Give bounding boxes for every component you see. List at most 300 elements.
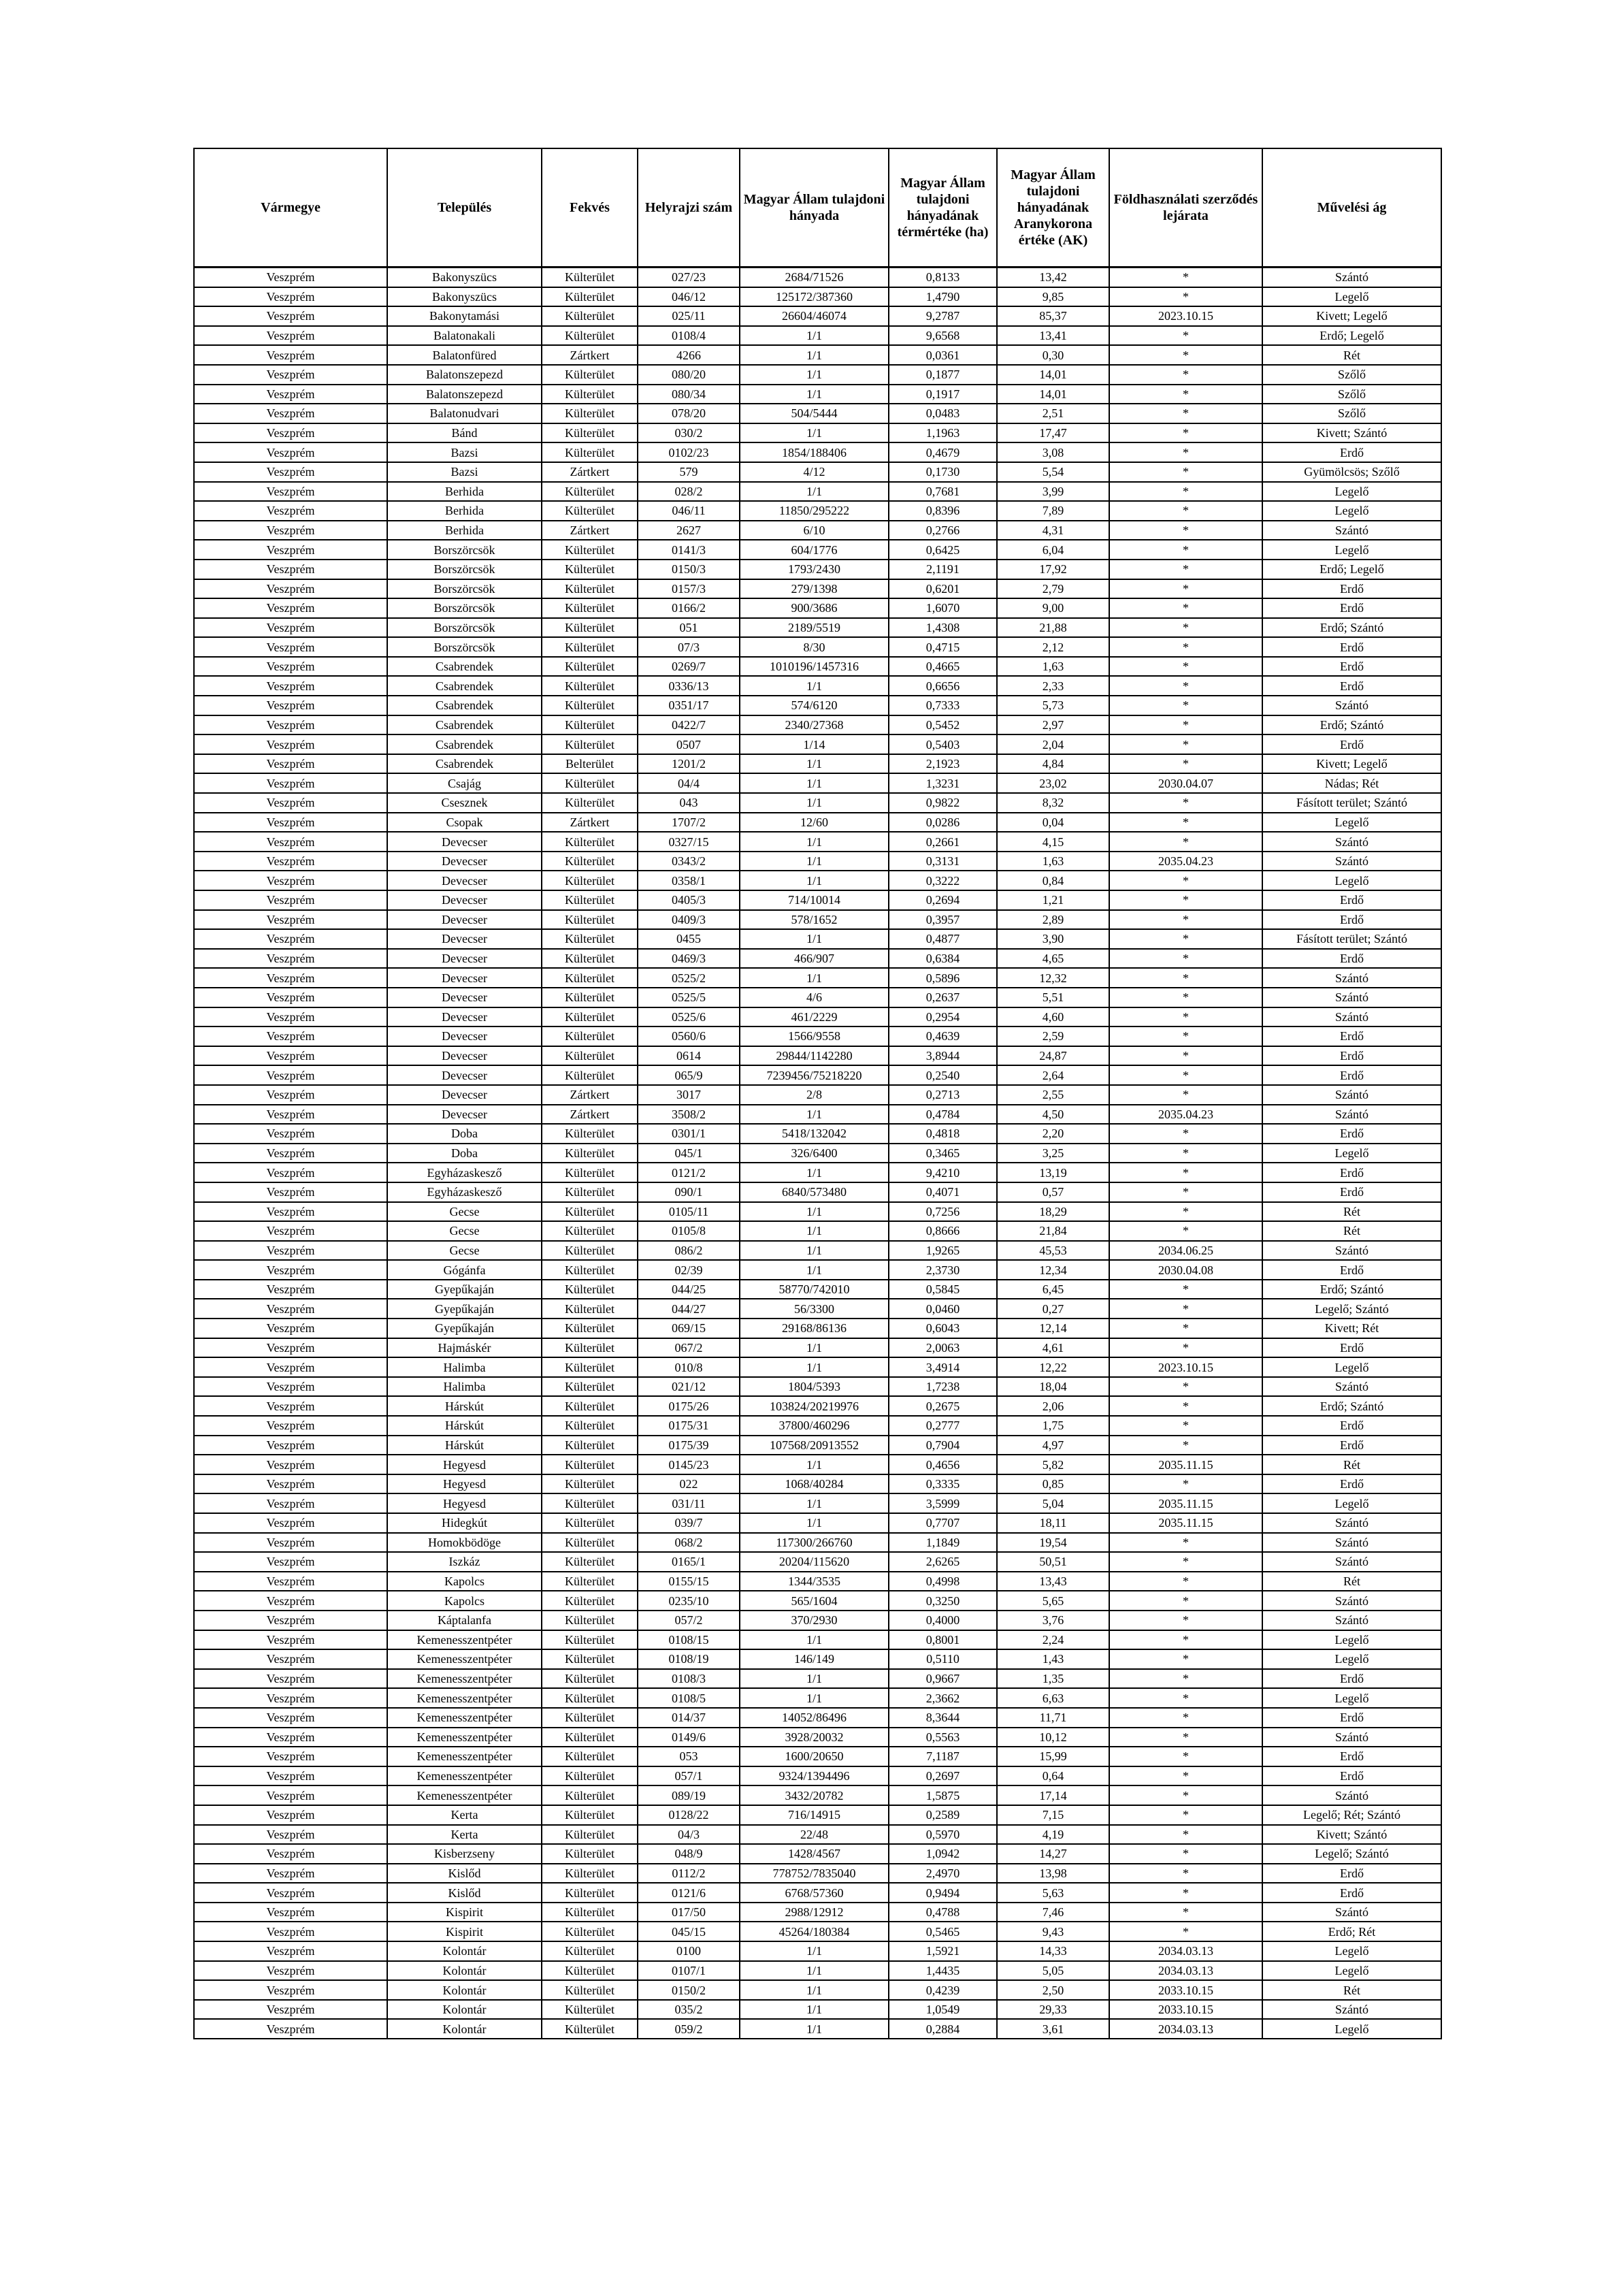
parcel-number-cell: 0145/23	[638, 1455, 740, 1474]
location-type-cell: Külterület	[542, 1280, 638, 1299]
ownership-share-cell: 20204/115620	[740, 1552, 889, 1572]
county-cell: Veszprém	[194, 462, 387, 482]
location-type-cell: Külterület	[542, 715, 638, 735]
table-row	[194, 1864, 1441, 1883]
table-row	[194, 423, 1441, 443]
ownership-share-cell: 45264/180384	[740, 1922, 889, 1941]
location-type-cell: Külterület	[542, 1436, 638, 1455]
settlement-cell: Homokbödöge	[387, 1533, 542, 1553]
lease-expiry-cell: *	[1109, 1085, 1262, 1105]
cultivation-branch-cell: Erdő	[1262, 1046, 1441, 1066]
lease-expiry-cell: *	[1109, 598, 1262, 618]
area-ha-cell: 0,7681	[889, 482, 997, 502]
lease-expiry-cell: *	[1109, 1377, 1262, 1397]
cultivation-branch-cell: Legelő	[1262, 287, 1441, 307]
gold-crown-value-cell: 0,04	[997, 813, 1109, 832]
area-ha-cell: 0,4818	[889, 1124, 997, 1144]
parcel-number-cell: 07/3	[638, 637, 740, 657]
county-cell: Veszprém	[194, 306, 387, 326]
gold-crown-value-cell: 2,51	[997, 404, 1109, 423]
gold-crown-value-cell: 9,00	[997, 598, 1109, 618]
area-ha-cell: 1,9265	[889, 1241, 997, 1261]
parcel-number-cell: 04/4	[638, 773, 740, 793]
table-row	[194, 1007, 1441, 1027]
location-type-cell: Külterület	[542, 968, 638, 988]
ownership-share-cell: 1/14	[740, 734, 889, 754]
lease-expiry-cell: *	[1109, 579, 1262, 599]
settlement-cell: Balatonfüred	[387, 345, 542, 365]
area-ha-cell: 0,4239	[889, 1980, 997, 2000]
table-row	[194, 1493, 1441, 1513]
location-type-cell: Külterület	[542, 1046, 638, 1066]
parcel-number-cell: 0469/3	[638, 949, 740, 969]
lease-expiry-cell: *	[1109, 1007, 1262, 1027]
county-cell: Veszprém	[194, 365, 387, 385]
location-type-cell: Külterület	[542, 287, 638, 307]
location-type-cell: Külterület	[542, 1688, 638, 1708]
ownership-share-cell: 37800/460296	[740, 1416, 889, 1436]
lease-expiry-cell: 2023.10.15	[1109, 306, 1262, 326]
settlement-cell: Bakonyszücs	[387, 268, 542, 287]
cultivation-branch-cell: Erdő	[1262, 1338, 1441, 1358]
area-ha-cell: 0,2589	[889, 1805, 997, 1825]
county-cell: Veszprém	[194, 1513, 387, 1533]
area-ha-cell: 7,1187	[889, 1747, 997, 1766]
ownership-share-cell: 279/1398	[740, 579, 889, 599]
cultivation-branch-cell: Szántó	[1262, 1552, 1441, 1572]
area-ha-cell: 9,4210	[889, 1163, 997, 1182]
settlement-cell: Devecser	[387, 1046, 542, 1066]
parcel-number-cell: 059/2	[638, 2019, 740, 2039]
county-cell: Veszprém	[194, 1396, 387, 1416]
ownership-share-cell: 107568/20913552	[740, 1436, 889, 1455]
cultivation-branch-cell: Legelő	[1262, 501, 1441, 521]
cultivation-branch-cell: Legelő	[1262, 1630, 1441, 1650]
ownership-share-cell: 1/1	[740, 385, 889, 404]
table-row	[194, 871, 1441, 890]
cultivation-branch-cell: Erdő	[1262, 1669, 1441, 1689]
header-location-type: Fekvés	[542, 148, 638, 268]
settlement-cell: Doba	[387, 1144, 542, 1163]
parcel-number-cell: 0108/3	[638, 1669, 740, 1689]
parcel-number-cell: 065/9	[638, 1065, 740, 1085]
location-type-cell: Külterület	[542, 1124, 638, 1144]
settlement-cell: Kolontár	[387, 1941, 542, 1961]
cultivation-branch-cell: Legelő	[1262, 813, 1441, 832]
settlement-cell: Devecser	[387, 852, 542, 871]
cultivation-branch-cell: Erdő	[1262, 637, 1441, 657]
cultivation-branch-cell: Legelő	[1262, 1493, 1441, 1513]
lease-expiry-cell: *	[1109, 482, 1262, 502]
area-ha-cell: 0,4784	[889, 1105, 997, 1125]
area-ha-cell: 2,1191	[889, 560, 997, 579]
lease-expiry-cell: *	[1109, 1747, 1262, 1766]
table-row	[194, 754, 1441, 774]
gold-crown-value-cell: 10,12	[997, 1728, 1109, 1747]
ownership-share-cell: 1/1	[740, 2000, 889, 2020]
county-cell: Veszprém	[194, 521, 387, 540]
lease-expiry-cell: *	[1109, 754, 1262, 774]
table-row	[194, 1299, 1441, 1319]
table-row	[194, 1474, 1441, 1494]
cultivation-branch-cell: Nádas; Rét	[1262, 773, 1441, 793]
lease-expiry-cell: *	[1109, 423, 1262, 443]
settlement-cell: Devecser	[387, 910, 542, 930]
ownership-share-cell: 5418/132042	[740, 1124, 889, 1144]
ownership-share-cell: 6/10	[740, 521, 889, 540]
lease-expiry-cell: *	[1109, 560, 1262, 579]
lease-expiry-cell: *	[1109, 929, 1262, 949]
gold-crown-value-cell: 15,99	[997, 1747, 1109, 1766]
ownership-share-cell: 1793/2430	[740, 560, 889, 579]
lease-expiry-cell: *	[1109, 1124, 1262, 1144]
parcel-number-cell: 030/2	[638, 423, 740, 443]
table-row	[194, 1572, 1441, 1591]
gold-crown-value-cell: 3,90	[997, 929, 1109, 949]
area-ha-cell: 2,3662	[889, 1688, 997, 1708]
lease-expiry-cell: *	[1109, 1338, 1262, 1358]
parcel-number-cell: 080/34	[638, 385, 740, 404]
gold-crown-value-cell: 2,59	[997, 1026, 1109, 1046]
settlement-cell: Iszkáz	[387, 1552, 542, 1572]
parcel-number-cell: 057/1	[638, 1766, 740, 1786]
gold-crown-value-cell: 2,06	[997, 1396, 1109, 1416]
parcel-number-cell: 0121/6	[638, 1883, 740, 1903]
ownership-share-cell: 22/48	[740, 1825, 889, 1845]
cultivation-branch-cell: Legelő	[1262, 1941, 1441, 1961]
area-ha-cell: 1,4308	[889, 618, 997, 638]
ownership-share-cell: 14052/86496	[740, 1708, 889, 1728]
parcel-number-cell: 025/11	[638, 306, 740, 326]
area-ha-cell: 1,1849	[889, 1533, 997, 1553]
table-row	[194, 637, 1441, 657]
settlement-cell: Csabrendek	[387, 696, 542, 715]
ownership-share-cell: 461/2229	[740, 1007, 889, 1027]
table-row	[194, 598, 1441, 618]
lease-expiry-cell: *	[1109, 1572, 1262, 1591]
ownership-share-cell: 2684/71526	[740, 268, 889, 287]
location-type-cell: Zártkert	[542, 462, 638, 482]
ownership-share-cell: 1/1	[740, 1241, 889, 1261]
lease-expiry-cell: *	[1109, 1533, 1262, 1553]
gold-crown-value-cell: 8,32	[997, 793, 1109, 813]
location-type-cell: Külterület	[542, 1260, 638, 1280]
area-ha-cell: 0,6384	[889, 949, 997, 969]
county-cell: Veszprém	[194, 326, 387, 346]
settlement-cell: Hegyesd	[387, 1493, 542, 1513]
location-type-cell: Külterület	[542, 1864, 638, 1883]
table-row	[194, 676, 1441, 696]
location-type-cell: Külterület	[542, 852, 638, 871]
header-row	[194, 148, 1441, 268]
table-row	[194, 1941, 1441, 1961]
area-ha-cell: 0,2694	[889, 890, 997, 910]
location-type-cell: Külterület	[542, 1202, 638, 1222]
area-ha-cell: 1,6070	[889, 598, 997, 618]
table-row	[194, 1591, 1441, 1611]
location-type-cell: Külterület	[542, 501, 638, 521]
parcel-number-cell: 0102/23	[638, 442, 740, 462]
ownership-share-cell: 1/1	[740, 2019, 889, 2039]
area-ha-cell: 0,3222	[889, 871, 997, 890]
table-row	[194, 287, 1441, 307]
settlement-cell: Gyepűkaján	[387, 1280, 542, 1299]
parcel-number-cell: 067/2	[638, 1338, 740, 1358]
gold-crown-value-cell: 0,84	[997, 871, 1109, 890]
ownership-share-cell: 6768/57360	[740, 1883, 889, 1903]
ownership-share-cell: 466/907	[740, 949, 889, 969]
settlement-cell: Berhida	[387, 521, 542, 540]
settlement-cell: Berhida	[387, 482, 542, 502]
area-ha-cell: 0,9494	[889, 1883, 997, 1903]
parcel-number-cell: 0141/3	[638, 540, 740, 560]
lease-expiry-cell: *	[1109, 1766, 1262, 1786]
lease-expiry-cell: *	[1109, 949, 1262, 969]
table-row	[194, 1202, 1441, 1222]
gold-crown-value-cell: 9,43	[997, 1922, 1109, 1941]
lease-expiry-cell: *	[1109, 1825, 1262, 1845]
table-row	[194, 1533, 1441, 1553]
table-row	[194, 1630, 1441, 1650]
area-ha-cell: 0,2675	[889, 1396, 997, 1416]
gold-crown-value-cell: 13,41	[997, 326, 1109, 346]
cultivation-branch-cell: Erdő; Szántó	[1262, 618, 1441, 638]
area-ha-cell: 0,3957	[889, 910, 997, 930]
area-ha-cell: 1,5921	[889, 1941, 997, 1961]
cultivation-branch-cell: Szántó	[1262, 1241, 1441, 1261]
table-row	[194, 365, 1441, 385]
parcel-number-cell: 089/19	[638, 1785, 740, 1805]
gold-crown-value-cell: 12,22	[997, 1357, 1109, 1377]
gold-crown-value-cell: 2,50	[997, 1980, 1109, 2000]
area-ha-cell: 1,0549	[889, 2000, 997, 2020]
gold-crown-value-cell: 17,92	[997, 560, 1109, 579]
area-ha-cell: 0,4656	[889, 1455, 997, 1474]
parcel-number-cell: 0105/11	[638, 1202, 740, 1222]
cultivation-branch-cell: Kivett; Rét	[1262, 1319, 1441, 1338]
location-type-cell: Külterület	[542, 1513, 638, 1533]
parcel-number-cell: 021/12	[638, 1377, 740, 1397]
county-cell: Veszprém	[194, 1299, 387, 1319]
settlement-cell: Devecser	[387, 1105, 542, 1125]
table-row	[194, 579, 1441, 599]
settlement-cell: Bakonyszücs	[387, 287, 542, 307]
parcel-number-cell: 0525/6	[638, 1007, 740, 1027]
table-row	[194, 306, 1441, 326]
gold-crown-value-cell: 5,73	[997, 696, 1109, 715]
gold-crown-value-cell: 1,43	[997, 1649, 1109, 1669]
cultivation-branch-cell: Legelő	[1262, 871, 1441, 890]
gold-crown-value-cell: 4,15	[997, 832, 1109, 852]
ownership-share-cell: 1344/3535	[740, 1572, 889, 1591]
gold-crown-value-cell: 6,04	[997, 540, 1109, 560]
county-cell: Veszprém	[194, 1961, 387, 1981]
table-row	[194, 715, 1441, 735]
county-cell: Veszprém	[194, 715, 387, 735]
ownership-share-cell: 1804/5393	[740, 1377, 889, 1397]
ownership-share-cell: 1/1	[740, 968, 889, 988]
location-type-cell: Külterület	[542, 1941, 638, 1961]
area-ha-cell: 0,8001	[889, 1630, 997, 1650]
parcel-number-cell: 0507	[638, 734, 740, 754]
location-type-cell: Külterület	[542, 890, 638, 910]
lease-expiry-cell: *	[1109, 1864, 1262, 1883]
lease-expiry-cell: *	[1109, 1046, 1262, 1066]
parcel-number-cell: 0614	[638, 1046, 740, 1066]
county-cell: Veszprém	[194, 1474, 387, 1494]
location-type-cell: Külterület	[542, 793, 638, 813]
ownership-share-cell: 1/1	[740, 326, 889, 346]
county-cell: Veszprém	[194, 1669, 387, 1689]
location-type-cell: Külterület	[542, 1144, 638, 1163]
ownership-share-cell: 8/30	[740, 637, 889, 657]
gold-crown-value-cell: 6,45	[997, 1280, 1109, 1299]
gold-crown-value-cell: 12,32	[997, 968, 1109, 988]
lease-expiry-cell: *	[1109, 1883, 1262, 1903]
location-type-cell: Külterület	[542, 871, 638, 890]
area-ha-cell: 0,5845	[889, 1280, 997, 1299]
ownership-share-cell: 1/1	[740, 1493, 889, 1513]
area-ha-cell: 0,5452	[889, 715, 997, 735]
area-ha-cell: 0,7256	[889, 1202, 997, 1222]
lease-expiry-cell: *	[1109, 1630, 1262, 1650]
parcel-number-cell: 022	[638, 1474, 740, 1494]
cultivation-branch-cell: Fásított terület; Szántó	[1262, 929, 1441, 949]
county-cell: Veszprém	[194, 988, 387, 1007]
lease-expiry-cell: 2030.04.07	[1109, 773, 1262, 793]
header-parcel-number: Helyrajzi szám	[638, 148, 740, 268]
table-row	[194, 1922, 1441, 1941]
county-cell: Veszprém	[194, 696, 387, 715]
cultivation-branch-cell: Szántó	[1262, 852, 1441, 871]
ownership-share-cell: 2988/12912	[740, 1903, 889, 1922]
parcel-number-cell: 057/2	[638, 1611, 740, 1630]
location-type-cell: Külterület	[542, 1630, 638, 1650]
parcel-number-cell: 0166/2	[638, 598, 740, 618]
parcel-number-cell: 0100	[638, 1941, 740, 1961]
gold-crown-value-cell: 2,12	[997, 637, 1109, 657]
cultivation-branch-cell: Erdő	[1262, 598, 1441, 618]
lease-expiry-cell: *	[1109, 1552, 1262, 1572]
settlement-cell: Devecser	[387, 988, 542, 1007]
area-ha-cell: 3,4914	[889, 1357, 997, 1377]
lease-expiry-cell: *	[1109, 1591, 1262, 1611]
settlement-cell: Borszörcsök	[387, 637, 542, 657]
area-ha-cell: 9,6568	[889, 326, 997, 346]
gold-crown-value-cell: 2,04	[997, 734, 1109, 754]
settlement-cell: Kemenesszentpéter	[387, 1766, 542, 1786]
table-row	[194, 1883, 1441, 1903]
ownership-share-cell: 1/1	[740, 773, 889, 793]
cultivation-branch-cell: Legelő	[1262, 1649, 1441, 1669]
settlement-cell: Devecser	[387, 832, 542, 852]
gold-crown-value-cell: 4,65	[997, 949, 1109, 969]
settlement-cell: Bazsi	[387, 462, 542, 482]
cultivation-branch-cell: Erdő	[1262, 1065, 1441, 1085]
lease-expiry-cell: 2034.06.25	[1109, 1241, 1262, 1261]
table-row	[194, 2000, 1441, 2020]
location-type-cell: Külterület	[542, 442, 638, 462]
county-cell: Veszprém	[194, 618, 387, 638]
parcel-number-cell: 3508/2	[638, 1105, 740, 1125]
cultivation-branch-cell: Erdő	[1262, 676, 1441, 696]
gold-crown-value-cell: 21,88	[997, 618, 1109, 638]
cultivation-branch-cell: Erdő	[1262, 1766, 1441, 1786]
gold-crown-value-cell: 18,04	[997, 1377, 1109, 1397]
cultivation-branch-cell: Erdő	[1262, 579, 1441, 599]
lease-expiry-cell: 2035.11.15	[1109, 1513, 1262, 1533]
table-row	[194, 1455, 1441, 1474]
county-cell: Veszprém	[194, 1688, 387, 1708]
lease-expiry-cell: *	[1109, 1221, 1262, 1241]
area-ha-cell: 0,5465	[889, 1922, 997, 1941]
table-row	[194, 1377, 1441, 1397]
location-type-cell: Külterület	[542, 1649, 638, 1669]
table-row	[194, 988, 1441, 1007]
gold-crown-value-cell: 1,35	[997, 1669, 1109, 1689]
settlement-cell: Egyházaskesző	[387, 1182, 542, 1202]
cultivation-branch-cell: Kivett; Legelő	[1262, 306, 1441, 326]
parcel-number-cell: 078/20	[638, 404, 740, 423]
area-ha-cell: 1,0942	[889, 1844, 997, 1864]
settlement-cell: Kispirit	[387, 1922, 542, 1941]
settlement-cell: Kolontár	[387, 2000, 542, 2020]
parcel-number-cell: 069/15	[638, 1319, 740, 1338]
ownership-share-cell: 578/1652	[740, 910, 889, 930]
area-ha-cell: 0,3131	[889, 852, 997, 871]
lease-expiry-cell: *	[1109, 657, 1262, 677]
settlement-cell: Kislőd	[387, 1883, 542, 1903]
county-cell: Veszprém	[194, 540, 387, 560]
location-type-cell: Külterület	[542, 1221, 638, 1241]
gold-crown-value-cell: 3,25	[997, 1144, 1109, 1163]
cultivation-branch-cell: Erdő	[1262, 1883, 1441, 1903]
gold-crown-value-cell: 7,46	[997, 1903, 1109, 1922]
parcel-number-cell: 014/37	[638, 1708, 740, 1728]
gold-crown-value-cell: 5,04	[997, 1493, 1109, 1513]
table-header	[194, 148, 1441, 268]
lease-expiry-cell: *	[1109, 1026, 1262, 1046]
parcel-number-cell: 0157/3	[638, 579, 740, 599]
area-ha-cell: 0,8133	[889, 268, 997, 287]
cultivation-branch-cell: Legelő; Szántó	[1262, 1844, 1441, 1864]
table-row	[194, 793, 1441, 813]
gold-crown-value-cell: 3,08	[997, 442, 1109, 462]
county-cell: Veszprém	[194, 793, 387, 813]
location-type-cell: Külterület	[542, 1572, 638, 1591]
county-cell: Veszprém	[194, 579, 387, 599]
area-ha-cell: 9,2787	[889, 306, 997, 326]
settlement-cell: Hidegkút	[387, 1513, 542, 1533]
parcel-number-cell: 0108/5	[638, 1688, 740, 1708]
gold-crown-value-cell: 1,63	[997, 852, 1109, 871]
county-cell: Veszprém	[194, 560, 387, 579]
county-cell: Veszprém	[194, 1105, 387, 1125]
county-cell: Veszprém	[194, 1533, 387, 1553]
location-type-cell: Külterület	[542, 676, 638, 696]
cultivation-branch-cell: Erdő; Legelő	[1262, 560, 1441, 579]
area-ha-cell: 1,7238	[889, 1377, 997, 1397]
table-row	[194, 696, 1441, 715]
lease-expiry-cell: *	[1109, 365, 1262, 385]
location-type-cell: Külterület	[542, 1669, 638, 1689]
location-type-cell: Külterület	[542, 949, 638, 969]
ownership-share-cell: 6840/573480	[740, 1182, 889, 1202]
parcel-number-cell: 044/27	[638, 1299, 740, 1319]
area-ha-cell: 0,1917	[889, 385, 997, 404]
table-row	[194, 1182, 1441, 1202]
location-type-cell: Külterület	[542, 1299, 638, 1319]
